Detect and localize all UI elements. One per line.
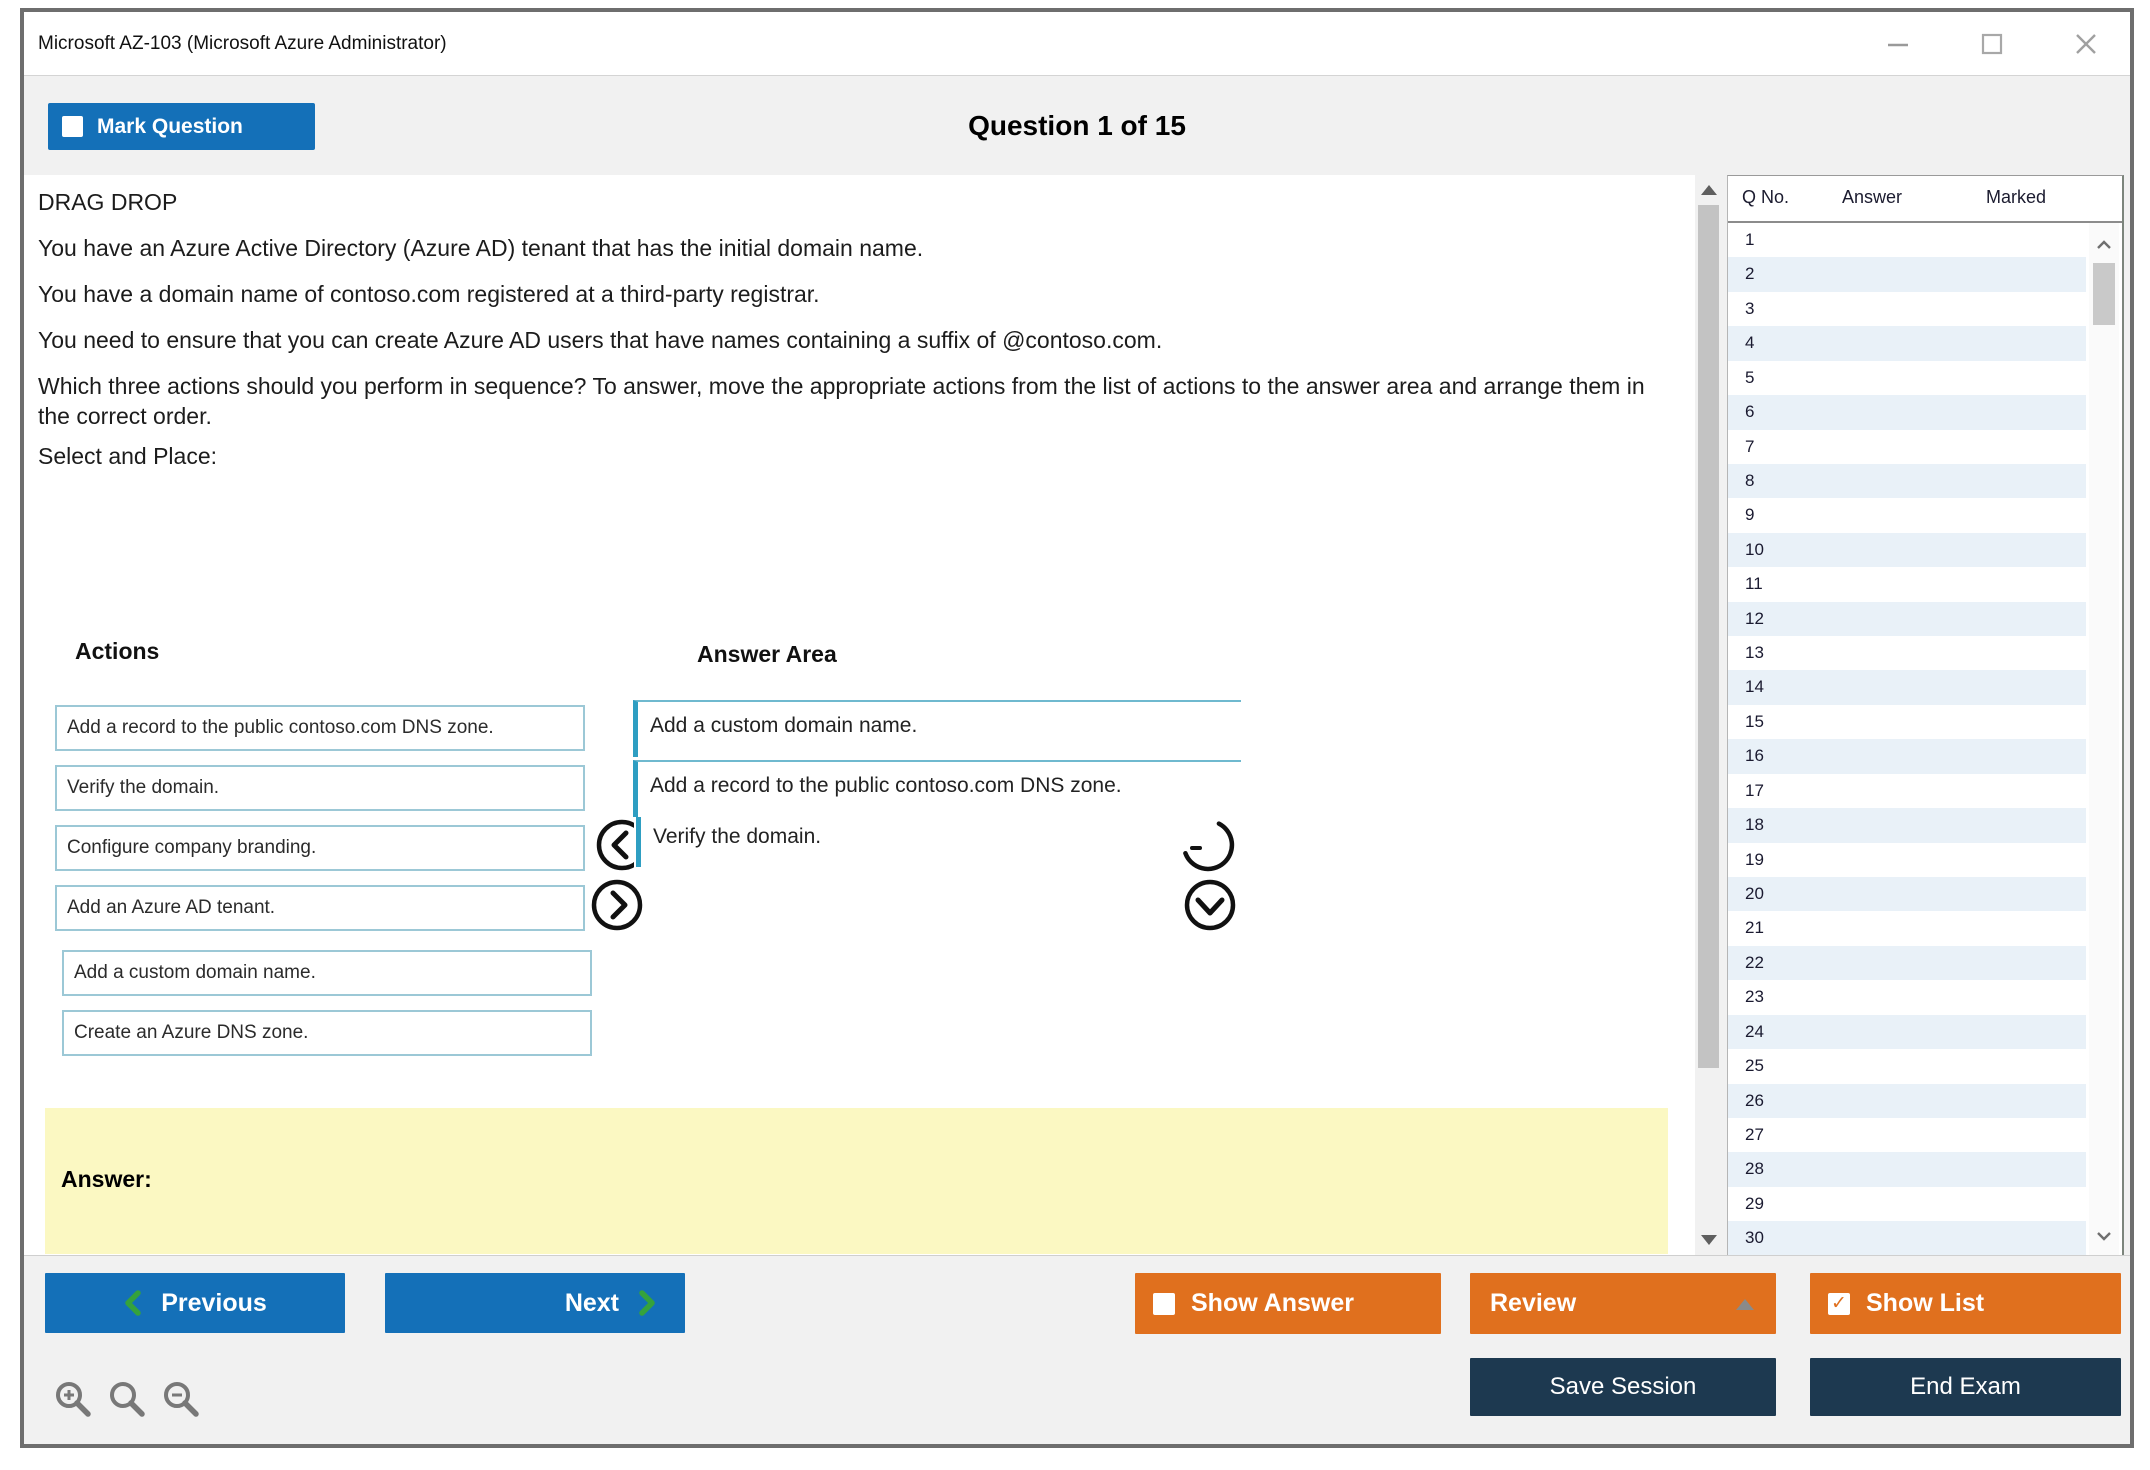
question-list-panel xyxy=(1727,175,2124,1255)
action-option[interactable]: Add an Azure AD tenant. xyxy=(55,885,585,931)
action-option[interactable]: Configure company branding. xyxy=(55,825,585,871)
answer-area-item[interactable]: Add a custom domain name. xyxy=(633,700,1241,757)
show-list-label: Show List xyxy=(1866,1289,1985,1317)
question-list-row[interactable]: 14 xyxy=(1728,670,2086,704)
chevron-right-icon xyxy=(637,1289,657,1317)
question-list-row[interactable]: 23 xyxy=(1745,987,1764,1007)
question-list-row[interactable]: 8 xyxy=(1728,464,2086,498)
question-list-row[interactable]: 26 xyxy=(1728,1084,2086,1118)
question-type-label: DRAG DROP xyxy=(38,189,178,215)
exam-window xyxy=(20,8,2134,1448)
question-list-row[interactable]: 12 xyxy=(1728,602,2086,636)
question-list-row[interactable]: 10 xyxy=(1728,533,2086,567)
question-list-row[interactable]: 18 xyxy=(1728,808,2086,842)
review-label: Review xyxy=(1490,1289,1577,1317)
question-list-row[interactable]: 11 xyxy=(1745,574,1763,594)
close-button[interactable] xyxy=(2072,30,2100,58)
previous-label: Previous xyxy=(161,1288,267,1317)
show-answer-label: Show Answer xyxy=(1191,1289,1354,1317)
maximize-button[interactable] xyxy=(1978,30,2006,58)
question-list-row[interactable]: 5 xyxy=(1745,367,1755,387)
question-paragraph: You need to ensure that you can create Azure AD users that have names containing a suffix of @contoso.com. xyxy=(38,327,1163,353)
next-button[interactable] xyxy=(385,1273,685,1333)
scroll-down-icon[interactable] xyxy=(1701,1235,1717,1245)
action-option[interactable]: Add a custom domain name. xyxy=(62,950,592,996)
content-scrollbar[interactable] xyxy=(1695,175,1722,1255)
question-list-row[interactable]: 28 xyxy=(1728,1152,2086,1186)
chevron-left-icon xyxy=(123,1289,143,1317)
save-session-label: Save Session xyxy=(1549,1373,1697,1400)
question-list-row[interactable]: 19 xyxy=(1745,849,1764,869)
question-list xyxy=(1728,223,2086,1256)
question-list-row[interactable]: 6 xyxy=(1728,395,2086,429)
close-icon xyxy=(2072,30,2100,58)
column-marked: Marked xyxy=(1986,187,2047,207)
question-paragraph: You have an Azure Active Directory (Azure AD) tenant that has the initial domain name. xyxy=(38,235,924,261)
question-list-row[interactable]: 3 xyxy=(1745,298,1755,318)
answer-area-item[interactable]: Add a record to the public contoso.com DNS zone. xyxy=(633,760,1241,817)
previous-button[interactable] xyxy=(45,1273,345,1333)
zoom-controls xyxy=(52,1378,204,1422)
answer-area-item[interactable]: Verify the domain. xyxy=(636,817,1244,867)
question-paragraph: Which three actions should you perform in sequence? To answer, move the appropriate actions from the list of actions to the answer area and arrange them in the correct order. xyxy=(38,373,1645,429)
question-list-row[interactable]: 4 xyxy=(1728,326,2086,360)
mark-question-label: Mark Question xyxy=(97,114,243,138)
footer-toolbar xyxy=(24,1255,2130,1444)
question-list-row[interactable]: 15 xyxy=(1745,711,1764,731)
move-down-icon[interactable] xyxy=(1183,878,1237,932)
window-controls xyxy=(1884,30,2100,58)
question-list-row[interactable]: 13 xyxy=(1745,643,1764,663)
end-exam-button[interactable] xyxy=(1810,1358,2121,1416)
question-list-row[interactable]: 20 xyxy=(1728,877,2086,911)
question-list-row[interactable]: 1 xyxy=(1745,230,1755,249)
question-counter: Question 1 of 15 xyxy=(968,110,1186,141)
action-option[interactable]: Add a record to the public contoso.com DNS zone. xyxy=(55,705,585,751)
zoom-reset-icon[interactable] xyxy=(106,1378,150,1422)
show-list-checkbox[interactable] xyxy=(1828,1293,1850,1315)
window-title: Microsoft AZ-103 (Microsoft Azure Administrator) xyxy=(38,33,447,54)
question-list-row[interactable]: 29 xyxy=(1745,1193,1764,1213)
column-answer: Answer xyxy=(1842,187,1903,207)
question-list-row[interactable]: 22 xyxy=(1728,946,2086,980)
select-and-place-label: Select and Place: xyxy=(38,443,218,469)
answer-highlight-area xyxy=(45,1108,1668,1254)
question-list-row[interactable]: 16 xyxy=(1728,739,2086,773)
question-list-header xyxy=(1728,176,2122,223)
column-qno: Q No. xyxy=(1742,187,1790,207)
scrollbar-thumb[interactable] xyxy=(1698,205,1719,1068)
list-scroll-up-icon[interactable] xyxy=(2095,239,2113,251)
review-button[interactable] xyxy=(1470,1273,1776,1334)
list-scroll-down-icon[interactable] xyxy=(2095,1230,2113,1242)
question-list-row[interactable]: 17 xyxy=(1745,780,1764,800)
next-label: Next xyxy=(564,1288,619,1317)
question-list-row[interactable]: 27 xyxy=(1745,1124,1764,1144)
list-scrollbar-thumb[interactable] xyxy=(2093,263,2115,325)
show-answer-checkbox[interactable] xyxy=(1153,1293,1175,1315)
action-option[interactable]: Verify the domain. xyxy=(55,765,585,811)
check-icon: ✓ xyxy=(1831,1293,1847,1314)
question-list-row[interactable]: 25 xyxy=(1745,1056,1764,1076)
move-right-icon[interactable] xyxy=(590,878,644,932)
show-list-button[interactable] xyxy=(1810,1273,2121,1334)
save-session-button[interactable] xyxy=(1470,1358,1776,1416)
question-list-row[interactable]: 7 xyxy=(1745,436,1755,456)
answer-area-column-title: Answer Area xyxy=(697,641,837,667)
triangle-up-icon xyxy=(1736,1299,1754,1310)
question-paragraph: You have a domain name of contoso.com registered at a third-party registrar. xyxy=(38,281,820,307)
question-list-row[interactable]: 2 xyxy=(1728,257,2086,291)
title-bar xyxy=(24,12,2130,76)
zoom-in-icon[interactable] xyxy=(52,1378,96,1422)
actions-list xyxy=(55,705,615,1056)
minimize-button[interactable] xyxy=(1884,30,1912,58)
question-list-scrollbar[interactable] xyxy=(2089,223,2119,1256)
question-pane xyxy=(24,175,1695,1255)
question-list-row[interactable]: 24 xyxy=(1728,1015,2086,1049)
zoom-out-icon[interactable] xyxy=(160,1378,204,1422)
actions-column-title: Actions xyxy=(75,638,160,664)
question-list-row[interactable]: 30 xyxy=(1728,1221,2086,1255)
action-option[interactable]: Create an Azure DNS zone. xyxy=(62,1010,592,1056)
question-list-row[interactable]: 21 xyxy=(1745,918,1764,938)
question-list-row[interactable]: 9 xyxy=(1745,505,1755,525)
answer-label: Answer: xyxy=(61,1166,152,1192)
minimize-icon xyxy=(1885,31,1911,57)
show-answer-button[interactable] xyxy=(1135,1273,1441,1334)
end-exam-label: End Exam xyxy=(1910,1373,2021,1400)
maximize-icon xyxy=(1979,31,2005,57)
scroll-up-icon[interactable] xyxy=(1701,185,1717,195)
